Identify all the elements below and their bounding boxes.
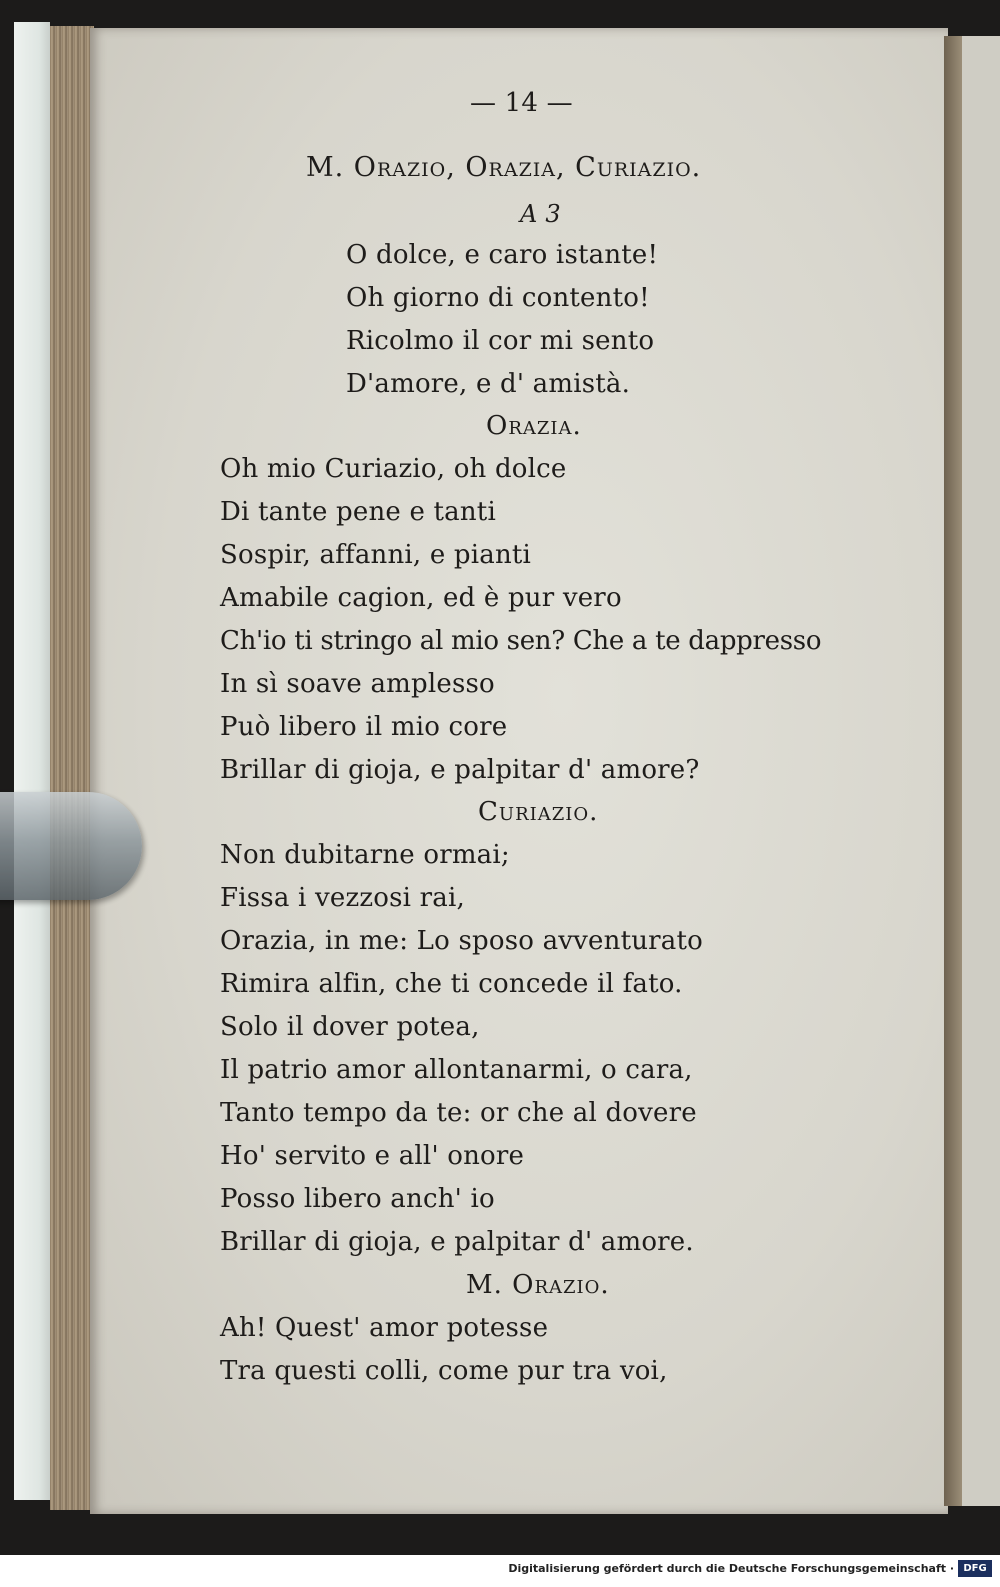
gutter-strip (944, 36, 962, 1506)
dfg-logo: DFG (958, 1560, 992, 1577)
page-edges (50, 26, 94, 1510)
verse-line: Il patrio amor allontanarmi, o cara, (220, 1055, 693, 1085)
digitization-credit: Digitalisierung gefördert durch die Deutsche Forschungsgemeinschaft · (508, 1562, 954, 1575)
ensemble-label: A 3 (520, 200, 561, 228)
verse-line: D'amore, e d' amistà. (346, 369, 631, 399)
verse-line: Amabile cagion, ed è pur vero (220, 583, 622, 613)
speaker-curiazio: Curiazio. (478, 797, 599, 827)
verse-line: Oh mio Curiazio, oh dolce (220, 454, 567, 484)
page-number: — 14 — (470, 88, 573, 118)
verse-line: Brillar di gioja, e palpitar d' amore. (220, 1227, 694, 1257)
verse-line: Orazia, in me: Lo sposo avventurato (220, 926, 703, 956)
verse-line: Brillar di gioja, e palpitar d' amore? (220, 755, 700, 785)
verse-line: Di tante pene e tanti (220, 497, 496, 527)
verse-line: Rimira alfin, che ti concede il fato. (220, 969, 683, 999)
scene-heading: M. Orazio, Orazia, Curiazio. (306, 152, 702, 183)
verse-line: Solo il dover potea, (220, 1012, 480, 1042)
speaker-morazio: M. Orazio. (466, 1270, 610, 1300)
verse-line: O dolce, e caro istante! (346, 240, 659, 270)
verse-line: Può libero il mio core (220, 712, 508, 742)
next-page-edge (962, 36, 1000, 1506)
verse-line: Ricolmo il cor mi sento (346, 326, 655, 356)
verse-line: Ah! Quest' amor potesse (220, 1313, 549, 1343)
page-clip (0, 792, 142, 900)
verse-line: Oh giorno di contento! (346, 283, 650, 313)
verse-line: In sì soave amplesso (220, 669, 495, 699)
verse-line: Tra questi colli, come pur tra voi, (220, 1356, 668, 1386)
flyleaf (14, 22, 50, 1500)
speaker-orazia: Orazia. (486, 411, 582, 441)
verse-line: Non dubitarne ormai; (220, 840, 510, 870)
verse-line: Sospir, affanni, e pianti (220, 540, 532, 570)
verse-line: Ch'io ti stringo al mio sen? Che a te dappresso (220, 626, 822, 656)
verse-line: Fissa i vezzosi rai, (220, 883, 465, 913)
verse-line: Tanto tempo da te: or che al dovere (220, 1098, 697, 1128)
verse-line: Posso libero anch' io (220, 1184, 495, 1214)
verse-line: Ho' servito e all' onore (220, 1141, 525, 1171)
